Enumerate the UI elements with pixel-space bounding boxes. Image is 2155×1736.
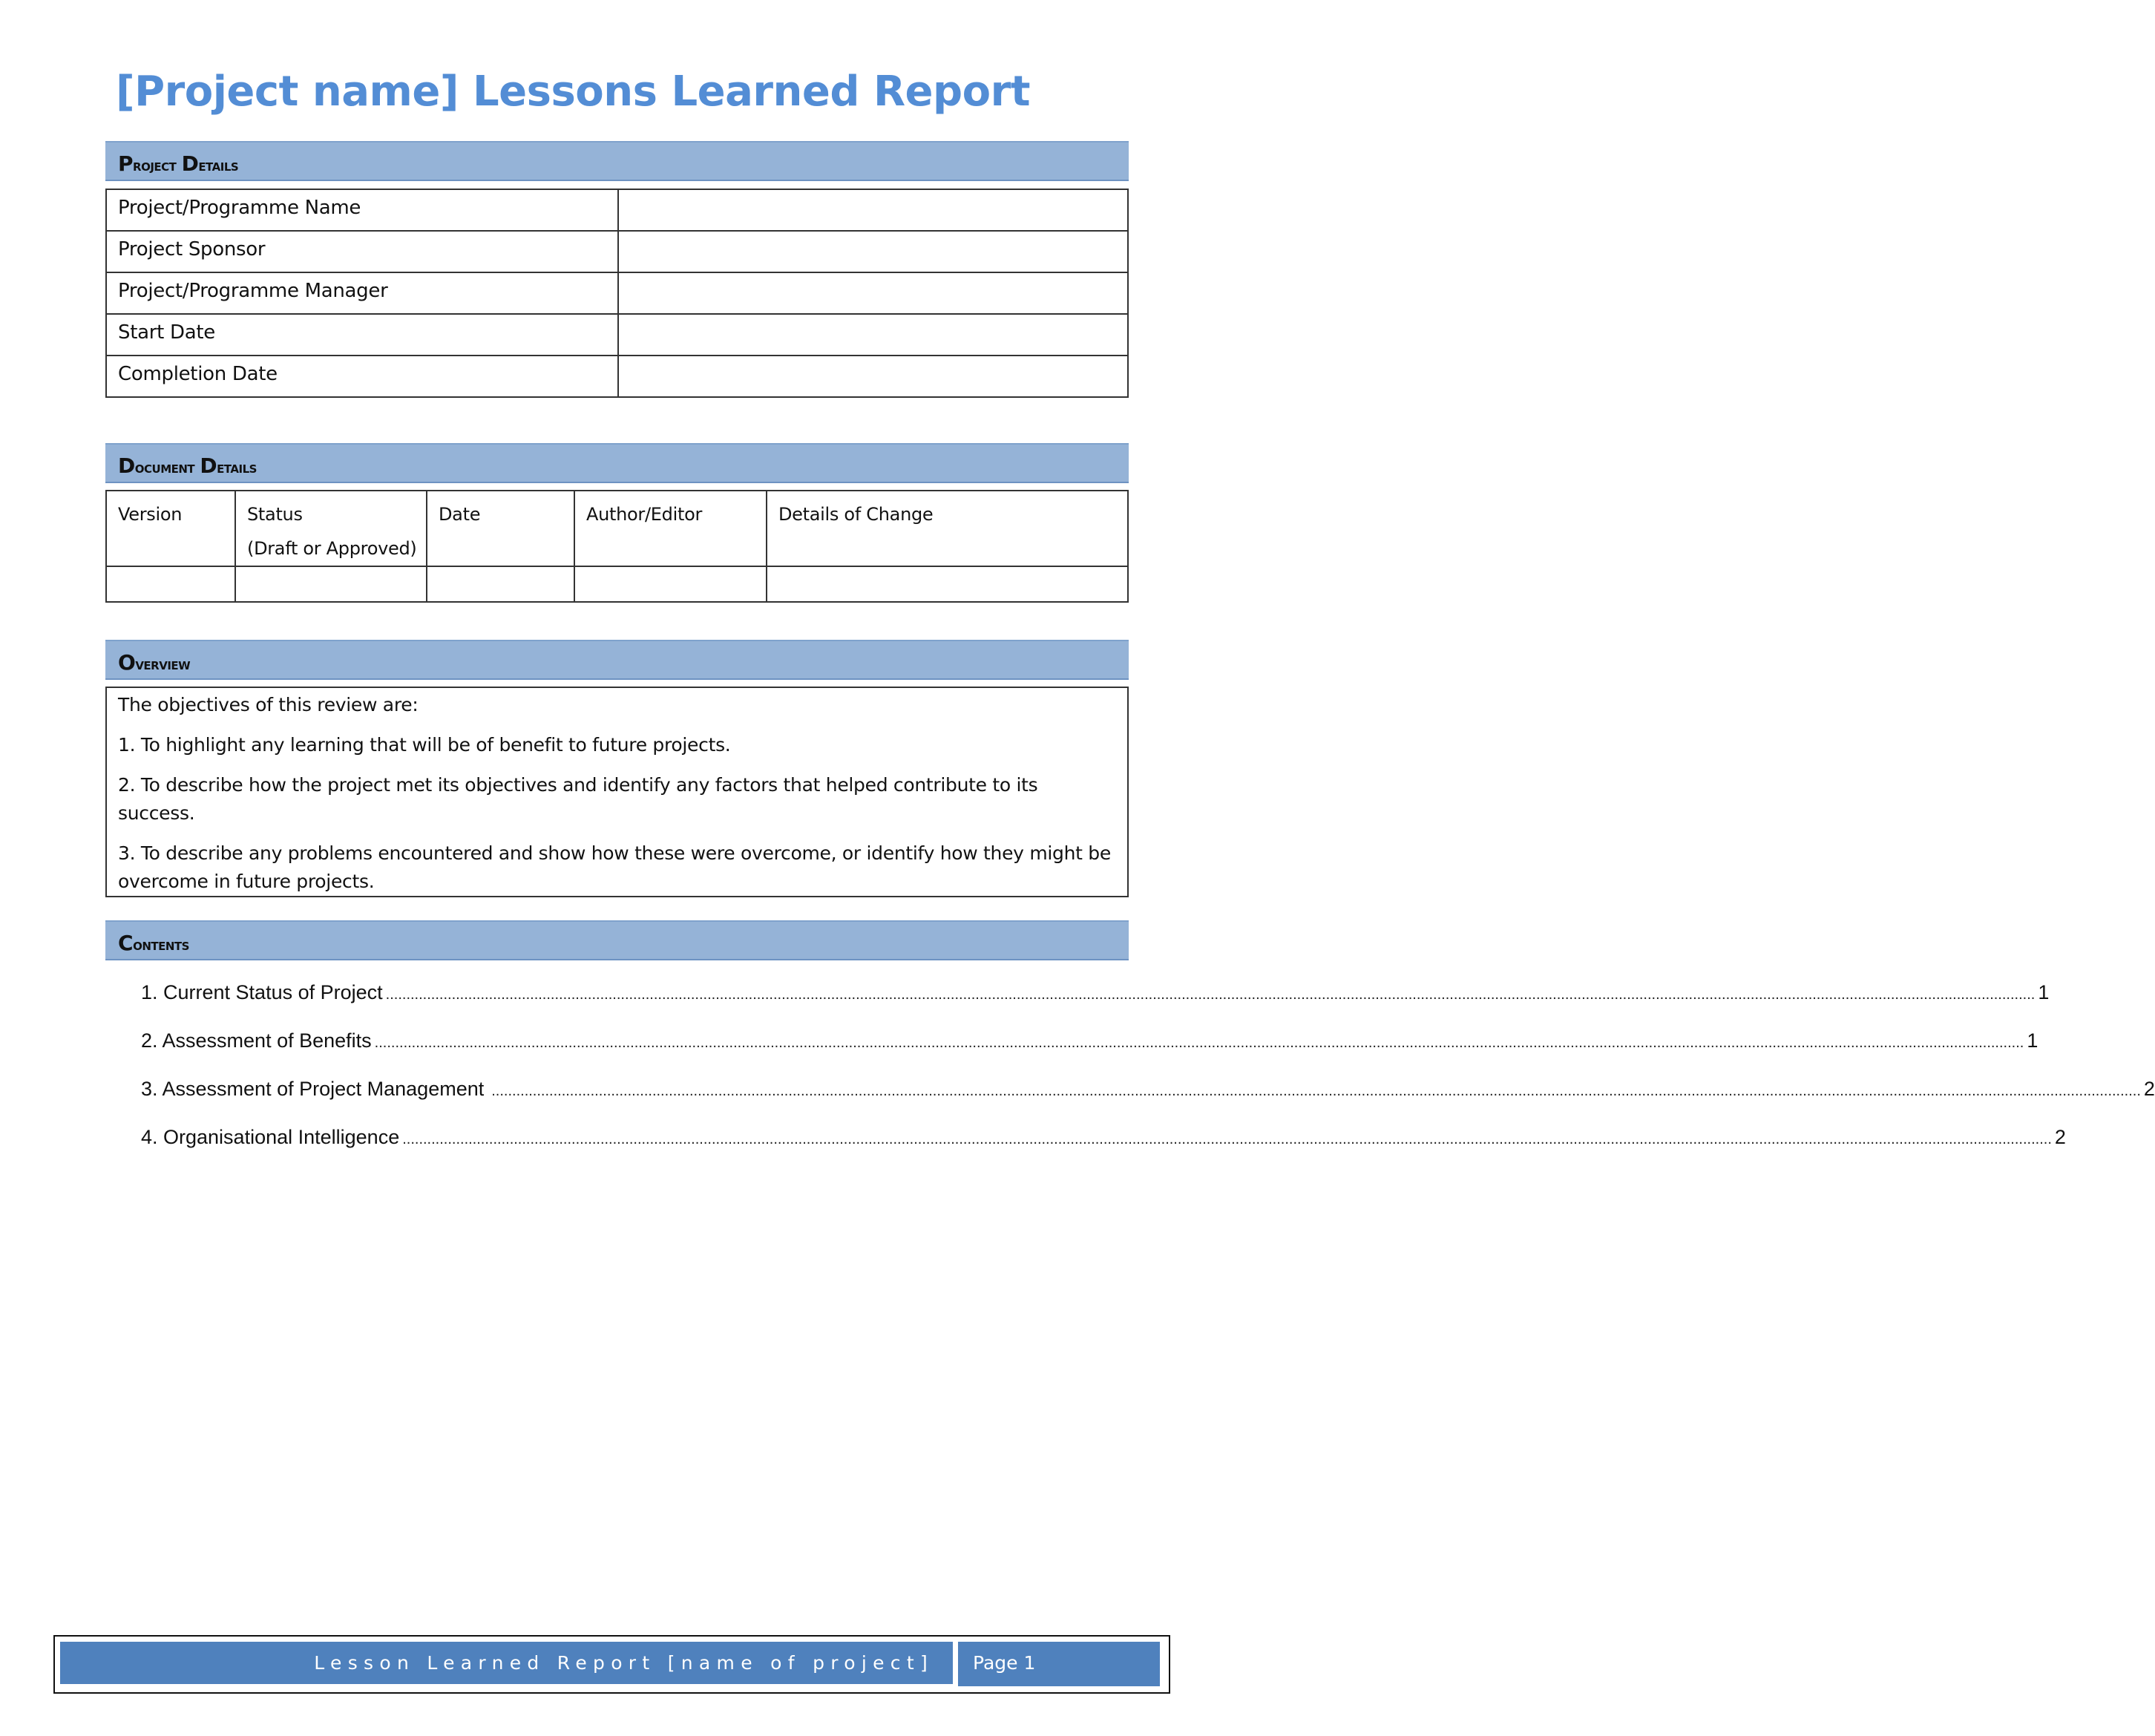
overview-box <box>105 687 1129 897</box>
cell-details-of-change[interactable] <box>767 566 1128 602</box>
section-header-document-details <box>105 443 1129 483</box>
document-title: [Project name] Lessons Learned Report <box>116 68 1030 116</box>
table-row <box>106 272 1128 314</box>
toc-leader-dots: ................................................................................................................................................................................................................................................................................................................................................................................................................ <box>385 986 2036 1003</box>
overview-objective: 3. To describe any problems encountered and show how these were overcome, or identify how they might be overcome in future projects. <box>118 842 1111 892</box>
section-header-project-details <box>105 141 1129 181</box>
column-header-details-of-change: Details of Change <box>767 491 1128 566</box>
table-row <box>106 189 1128 231</box>
table-header-row <box>106 491 1128 566</box>
toc-item[interactable]: 1. Current Status of Project ................................................................................................................................................................................................................................................................................................................................................................................................................ 1 <box>141 981 2050 1003</box>
section-heading: Contents <box>118 931 189 955</box>
cell-version[interactable] <box>106 566 235 602</box>
column-header-version: Version <box>106 491 235 566</box>
row-label-cell: Project/Programme Manager <box>106 272 618 314</box>
column-header-status: Status (Draft or Approved) <box>235 491 427 566</box>
row-value-cell[interactable] <box>618 231 1128 272</box>
row-label-cell: Project/Programme Name <box>106 189 618 231</box>
table-row <box>106 356 1128 397</box>
table-row <box>106 314 1128 356</box>
project-details-table <box>105 189 1129 398</box>
document-details-table <box>105 490 1129 603</box>
section-heading: Project Details <box>118 151 239 176</box>
row-value-cell[interactable] <box>618 356 1128 397</box>
row-value-cell[interactable] <box>618 314 1128 356</box>
overview-objective: 1. To highlight any learning that will be of benefit to future projects. <box>118 734 731 756</box>
row-value-cell[interactable] <box>618 272 1128 314</box>
toc-item[interactable]: 3. Assessment of Project Management ................................................................................................................................................................................................................................................................................................................................................................................................................ 2 <box>141 1078 2155 1100</box>
toc-item[interactable]: 4. Organisational Intelligence ................................................................................................................................................................................................................................................................................................................................................................................................................ 2 <box>141 1126 2066 1148</box>
toc-leader-dots: ................................................................................................................................................................................................................................................................................................................................................................................................................ <box>374 1035 2024 1051</box>
page-number: Page 1 <box>973 1652 1036 1674</box>
toc-leader-dots: ................................................................................................................................................................................................................................................................................................................................................................................................................ <box>402 1131 2052 1147</box>
footer-report-label: Lesson Learned Report [name of project] <box>314 1652 934 1674</box>
row-value-cell[interactable] <box>618 189 1128 231</box>
overview-intro: The objectives of this review are: <box>118 694 419 715</box>
row-label-cell: Completion Date <box>106 356 618 397</box>
cell-author[interactable] <box>574 566 767 602</box>
column-header-date: Date <box>427 491 574 566</box>
toc-item[interactable]: 2. Assessment of Benefits ................................................................................................................................................................................................................................................................................................................................................................................................................ 1 <box>141 1029 2038 1052</box>
row-label-cell: Start Date <box>106 314 618 356</box>
footer-page-bar <box>958 1642 1160 1686</box>
section-heading: Overview <box>118 650 191 675</box>
section-header-overview <box>105 640 1129 680</box>
section-heading: Document Details <box>118 453 257 478</box>
page-footer <box>53 1635 1170 1694</box>
overview-objective: 2. To describe how the project met its objectives and identify any factors that helped contribute to its success. <box>118 774 1038 824</box>
cell-date[interactable] <box>427 566 574 602</box>
row-label-cell: Project Sponsor <box>106 231 618 272</box>
column-header-author: Author/Editor <box>574 491 767 566</box>
table-row <box>106 231 1128 272</box>
section-header-contents <box>105 920 1129 960</box>
cell-status[interactable] <box>235 566 427 602</box>
toc-leader-dots: ................................................................................................................................................................................................................................................................................................................................................................................................................ <box>491 1083 2141 1099</box>
footer-report-label-bar <box>60 1642 953 1686</box>
table-row <box>106 566 1128 602</box>
